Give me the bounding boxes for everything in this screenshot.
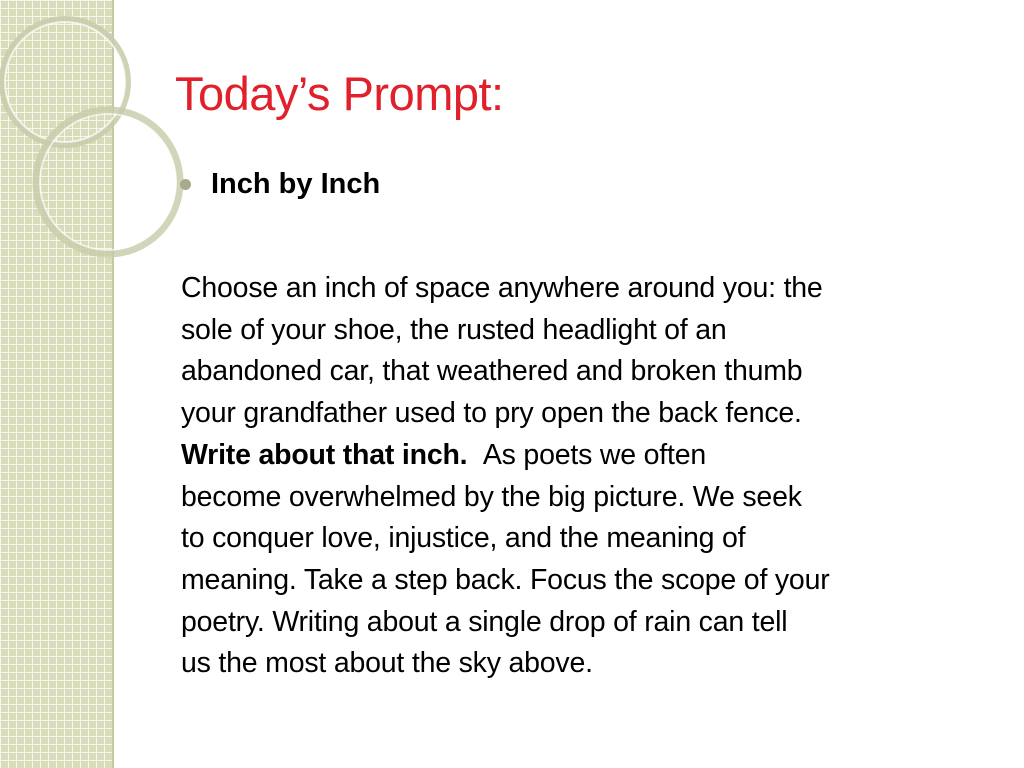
bullet-text: Inch by Inch (211, 168, 381, 200)
decorative-ring-lower-highlight (40, 114, 176, 250)
decorative-rings (0, 0, 200, 260)
body-line: meaning. Take a step back. Focus the scope of your (181, 563, 830, 596)
body-line: sole of your shoe, the rusted headlight of an (181, 313, 727, 346)
body-line: abandoned car, that weathered and broken thumb (181, 355, 803, 388)
body-line-continuation: As poets we often (482, 438, 706, 471)
body-line: become overwhelmed by the big picture. We seek (181, 480, 802, 513)
body-line: Choose an inch of space anywhere around you: the (181, 272, 823, 304)
slide-title: Today’s Prompt: (175, 67, 504, 120)
body-line: your grandfather used to pry open the back fence. (181, 397, 802, 430)
body-line: to conquer love, injustice, and the meaning of (181, 522, 746, 555)
body-line: us the most about the sky above. (181, 647, 593, 680)
bullet-dot-icon (180, 179, 191, 190)
bullet-item (180, 168, 380, 201)
prompt-body (181, 268, 991, 685)
body-line-with-emphasis (181, 435, 991, 477)
body-line: poetry. Writing about a single drop of rain can tell (181, 605, 788, 638)
body-emphasis: Write about that inch. (181, 438, 468, 471)
